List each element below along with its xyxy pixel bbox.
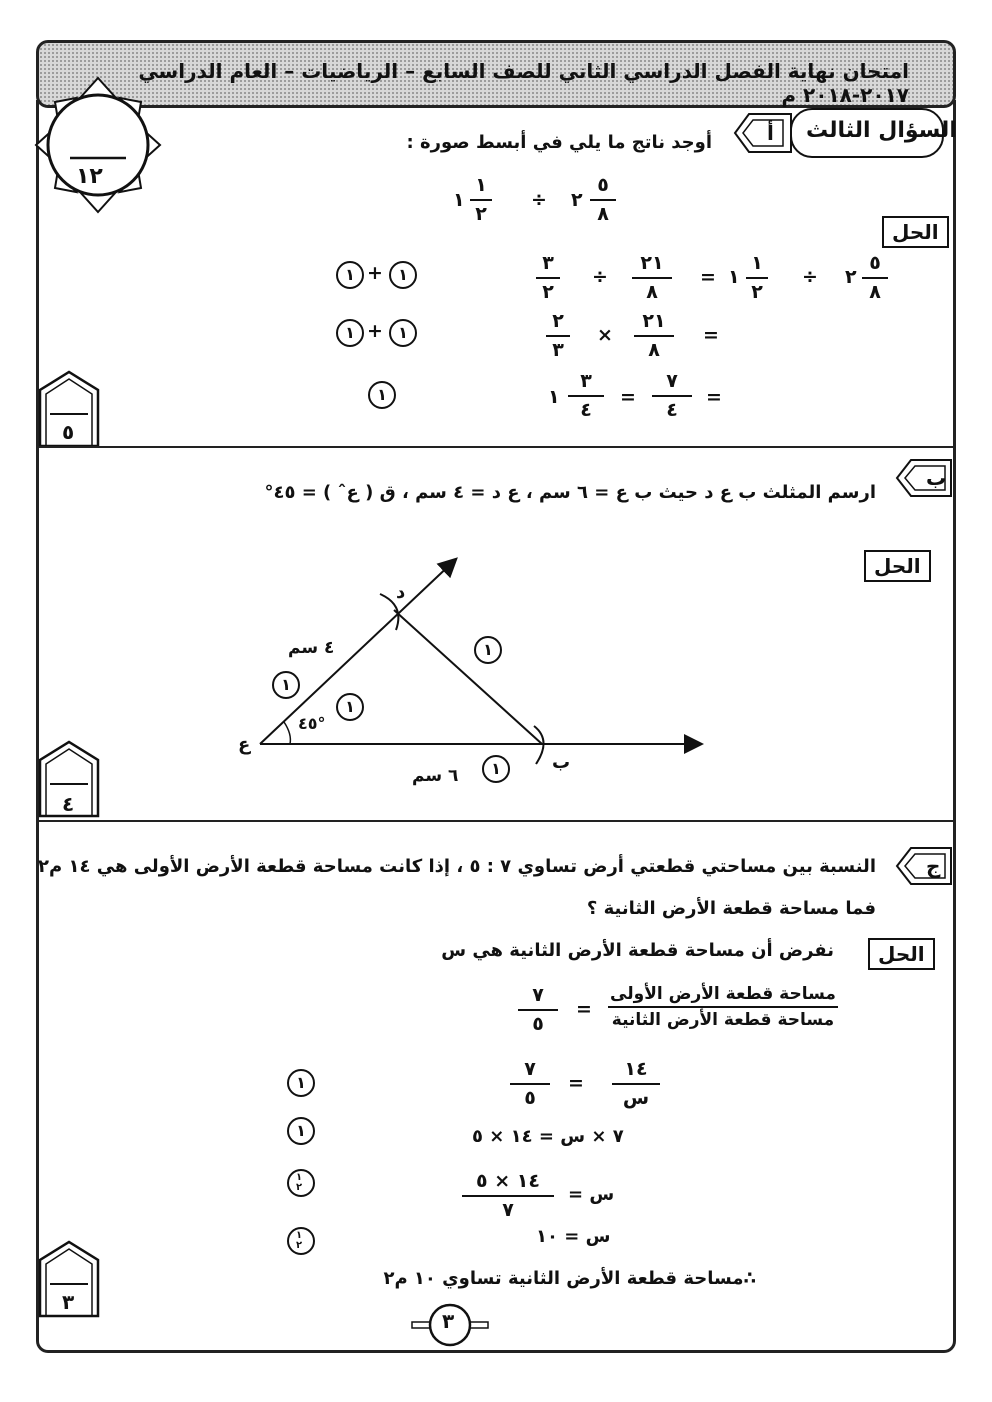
part-c-prompt-line2: فما مساحة قطعة الأرض الثانية ؟ [586, 898, 876, 919]
a-line3-frac-b: ٧ ٤ [652, 370, 692, 422]
a-line1-frac-c: ١ ٢ [746, 252, 768, 304]
a-line2-frac-a: ٢ ٣ [546, 310, 570, 362]
exam-header [36, 40, 956, 108]
part-c-letter: ج [926, 854, 941, 878]
mark-circle: ١ [336, 261, 364, 289]
a-line1-whole1: ١ [728, 266, 740, 288]
mark-plus: + [367, 320, 383, 342]
a-line1-frac-b: ٢١ ٨ [632, 252, 672, 304]
a-line3-eq1: = [620, 386, 636, 408]
a-line1-op1: ÷ [592, 266, 608, 288]
vertex-b-label: ب [552, 752, 571, 773]
part-b-solution-label: الحل [864, 550, 931, 582]
page-number: ٣ [442, 1309, 455, 1333]
half-mark-circle: ١ ٢ [287, 1227, 315, 1255]
part-c-score: ٣ [62, 1290, 75, 1314]
part-b-prompt: ارسم المثلث ب ع د حيث ب ع = ٦ سم ، ع د = ٤ سم ، ق ( عˆ ) = ٤٥° [264, 482, 876, 503]
a-line2-eq: = [703, 324, 719, 346]
angle-label: ٤٥° [298, 714, 326, 733]
a-line1-eq: = [700, 266, 716, 288]
a-line1-whole2: ٢ [845, 266, 857, 288]
part-c-solution-label: الحل [868, 938, 935, 970]
cross-multiply: ٧ × س = ١٤ × ٥ [472, 1126, 624, 1147]
mark-circle: ١ [287, 1117, 315, 1145]
exam-title: امتحان نهاية الفصل الدراسي الثاني للصف السابع – الرياضيات – العام الدراسي ٢٠١٧-٢٠١٨ م [138, 59, 909, 107]
part-a-score: ٥ [62, 420, 75, 444]
section-divider [36, 820, 953, 822]
mark-circle: ١ [336, 319, 364, 347]
a-line3-eq2: = [706, 386, 722, 408]
mark-circle: ١ [389, 261, 417, 289]
part-b-score: ٤ [62, 792, 75, 816]
result: س = ١٠ [536, 1226, 611, 1247]
vertex-d-label: د [396, 582, 406, 603]
a-line1-frac-a: ٣ ٢ [536, 252, 560, 304]
mark-circle: ١ [336, 693, 364, 721]
x-fraction: ١٤ × ٥ ٧ [462, 1170, 554, 1222]
a-line3-whole: ١ [548, 386, 560, 408]
a-line1-op2: ÷ [802, 266, 818, 288]
a-line1-frac-d: ٥ ٨ [862, 252, 888, 304]
part-b-letter: ب [926, 466, 947, 490]
problem-fraction-2: ٥ ٨ [590, 174, 616, 226]
ratio-words: مساحة قطعة الأرض الأولى مساحة قطعة الأرض الثانية [608, 984, 838, 1031]
ratio-eq: = [576, 998, 592, 1020]
mark-circle: ١ [272, 671, 300, 699]
side-eb-label: ٦ سم [412, 766, 459, 786]
mark-circle: ١ [482, 755, 510, 783]
part-a-solution-label: الحل [882, 216, 949, 248]
part-a-arrow [733, 112, 793, 154]
part-c-assume: نفرض أن مساحة قطعة الأرض الثانية هي س [441, 940, 834, 961]
question-title: السؤال الثالث [806, 118, 957, 143]
conclusion: ∴مساحة قطعة الأرض الثانية تساوي ١٠ م٢ [383, 1268, 756, 1289]
problem-whole-2: ٢ [571, 189, 583, 211]
part-a-letter: أ [767, 121, 774, 145]
a-line2-frac-b: ٢١ ٨ [634, 310, 674, 362]
triangle-construction [230, 550, 720, 780]
half-mark-circle: ١ ٢ [287, 1169, 315, 1197]
mark-plus: + [367, 262, 383, 284]
side-ed-label: ٤ سم [288, 638, 335, 658]
ratio-seven-five: ٧ ٥ [518, 984, 558, 1036]
problem-fraction-1: ١ ٢ [470, 174, 492, 226]
eq-sign: = [568, 1072, 584, 1094]
part-c-prompt-line1: النسبة بين مساحتي قطعتي أرض تساوي ٧ : ٥ ، إذا كانت مساحة قطعة الأرض الأولى هي ١٤ م٢ [38, 856, 876, 877]
section-divider [36, 446, 953, 448]
side-db [394, 610, 542, 744]
total-score-badge [28, 70, 168, 220]
a-line3-frac-a: ٣ ٤ [568, 370, 604, 422]
angle-arc [284, 722, 290, 744]
x-equals: س = [568, 1184, 615, 1205]
mark-circle: ١ [368, 381, 396, 409]
eq-fourteen-x: ١٤ س [612, 1058, 660, 1110]
part-a-prompt: أوجد ناتج ما يلي في أبسط صورة : [406, 132, 712, 153]
a-line2-op: × [597, 324, 613, 346]
eq-seven-five: ٧ ٥ [510, 1058, 550, 1110]
mark-circle: ١ [287, 1069, 315, 1097]
mark-circle: ١ [474, 636, 502, 664]
problem-divide: ÷ [531, 189, 547, 211]
mark-circle: ١ [389, 319, 417, 347]
total-score-denominator: ١٢ [76, 164, 103, 189]
vertex-e-label: ع [238, 734, 251, 755]
part-c-arrow [895, 846, 953, 886]
problem-whole-1: ١ [453, 189, 465, 211]
